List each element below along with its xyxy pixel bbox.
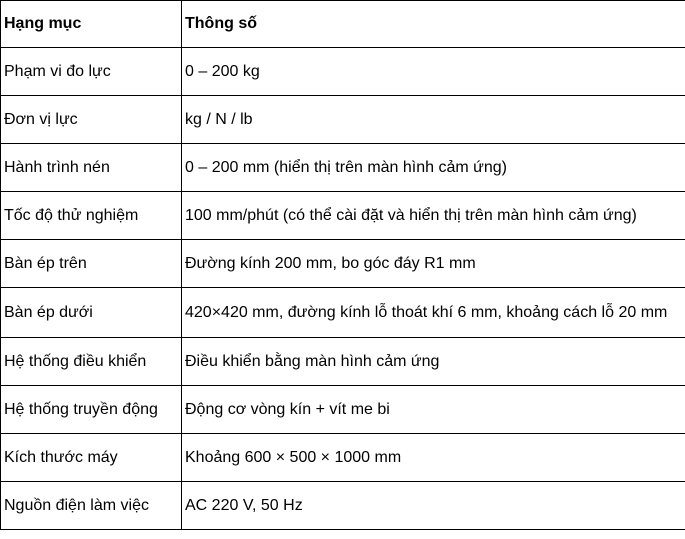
row-item-label: Phạm vi đo lực [1, 48, 182, 96]
row-item-label: Tốc độ thử nghiệm [1, 192, 182, 240]
row-item-label: Bàn ép trên [1, 240, 182, 288]
table-row [1, 96, 685, 144]
row-item-value: kg / N / lb [182, 96, 685, 144]
table-row [1, 434, 685, 482]
table-header-row [1, 1, 685, 48]
row-item-value: Khoảng 600 × 500 × 1000 mm [182, 434, 685, 482]
row-item-label: Đơn vị lực [1, 96, 182, 144]
row-item-label: Hệ thống điều khiển [1, 338, 182, 386]
table-row [1, 288, 685, 338]
row-item-value: 420×420 mm, đường kính lỗ thoát khí 6 mm, khoảng cách lỗ 20 mm [182, 288, 685, 338]
row-item-label: Kích thước máy [1, 434, 182, 482]
table-row [1, 482, 685, 530]
header-item: Hạng mục [1, 1, 182, 48]
table-row [1, 240, 685, 288]
row-item-value: Điều khiển bằng màn hình cảm ứng [182, 338, 685, 386]
table-row [1, 192, 685, 240]
row-item-label: Hành trình nén [1, 144, 182, 192]
row-item-label: Hệ thống truyền động [1, 386, 182, 434]
table-row [1, 338, 685, 386]
row-item-label: Nguồn điện làm việc [1, 482, 182, 530]
row-item-value: 0 – 200 kg [182, 48, 685, 96]
table-row [1, 386, 685, 434]
row-item-value: Đường kính 200 mm, bo góc đáy R1 mm [182, 240, 685, 288]
table-row [1, 144, 685, 192]
table-row [1, 48, 685, 96]
row-item-value: 0 – 200 mm (hiển thị trên màn hình cảm ứng) [182, 144, 685, 192]
row-item-label: Bàn ép dưới [1, 288, 182, 338]
row-item-value: AC 220 V, 50 Hz [182, 482, 685, 530]
header-value: Thông số [182, 1, 685, 48]
row-item-value: 100 mm/phút (có thể cài đặt và hiển thị trên màn hình cảm ứng) [182, 192, 685, 240]
row-item-value: Động cơ vòng kín + vít me bi [182, 386, 685, 434]
